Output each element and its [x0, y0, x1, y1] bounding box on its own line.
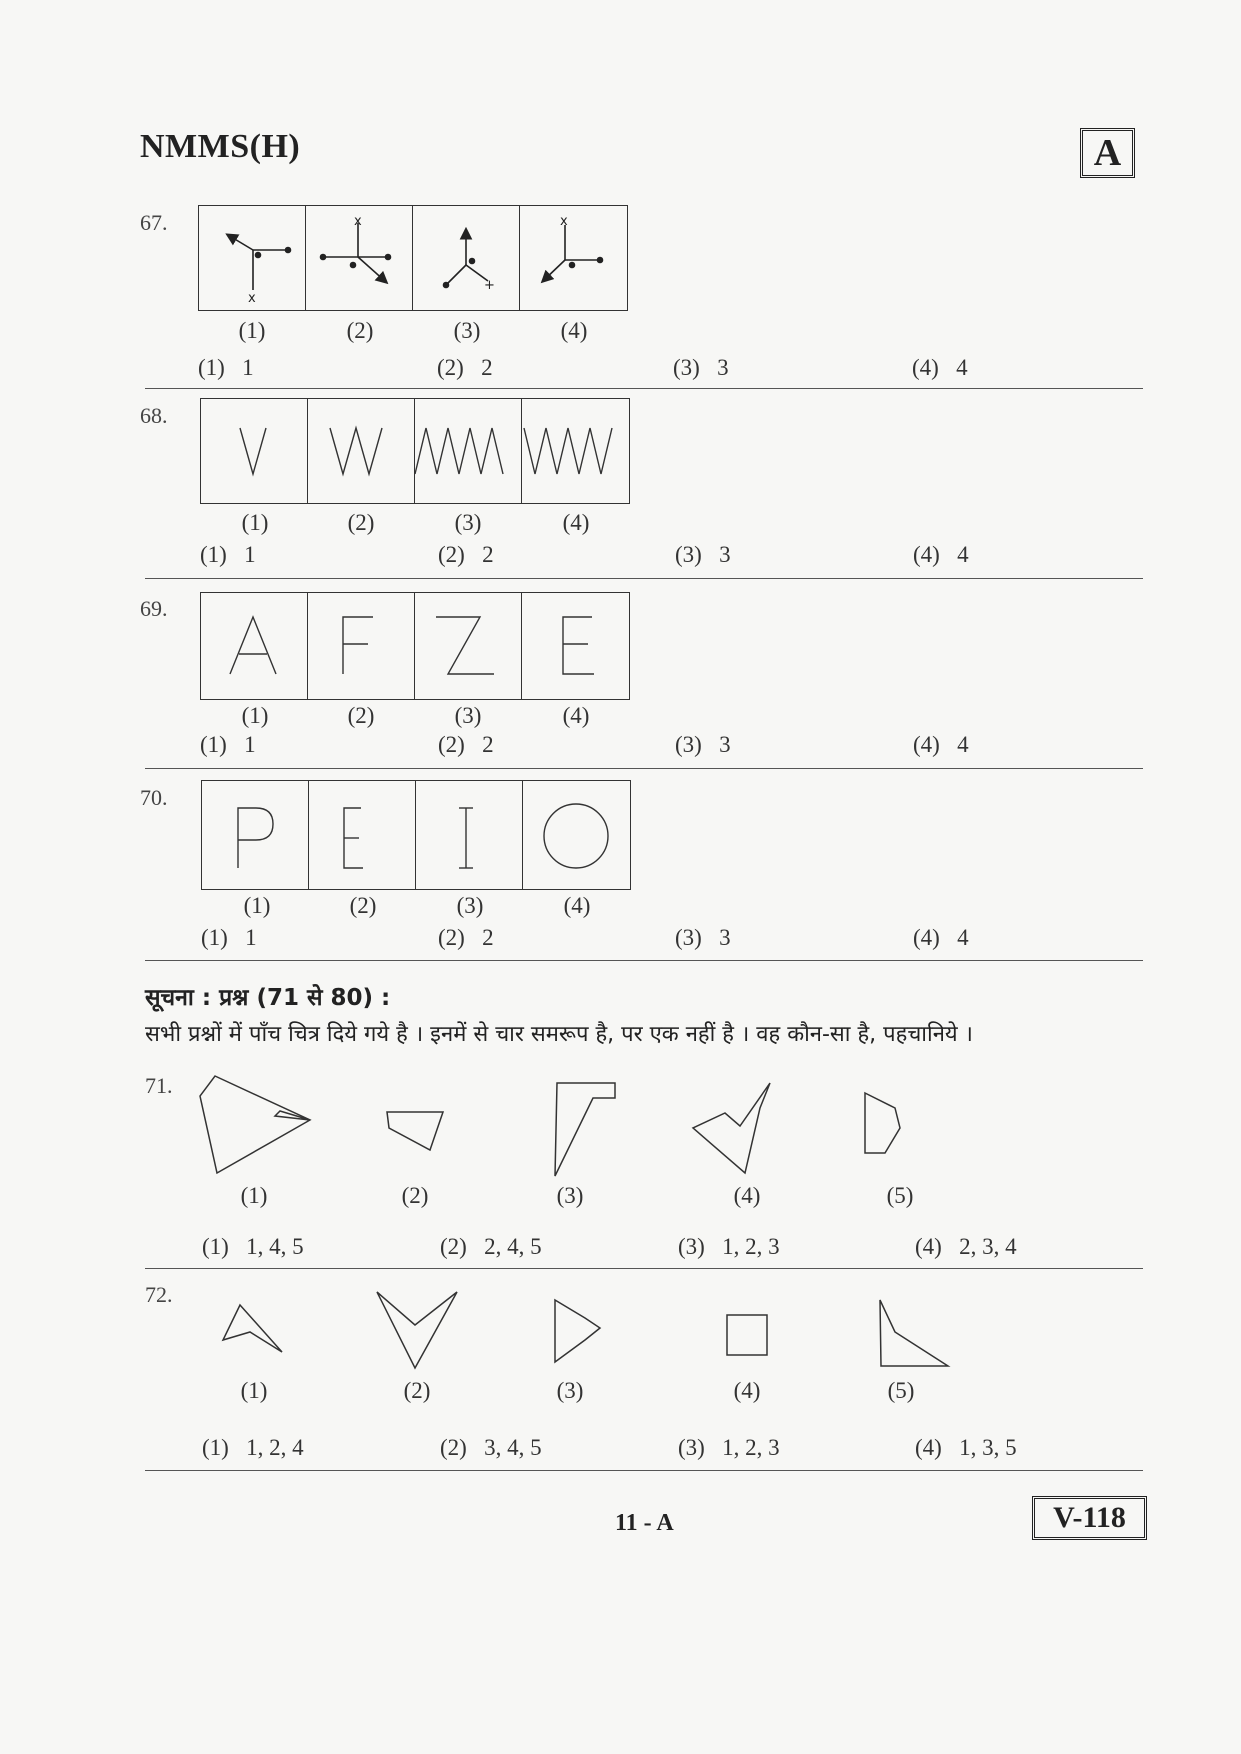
option-key: (4) — [913, 732, 940, 757]
svg-text:x: x — [560, 214, 568, 229]
answer-option[interactable] — [201, 925, 257, 951]
answer-option[interactable] — [678, 1234, 780, 1260]
option-key: (2) — [440, 1234, 467, 1259]
option-value: 4 — [956, 355, 968, 380]
option-key: (3) — [678, 1435, 705, 1460]
option-key: (1) — [202, 1435, 229, 1460]
option-key: (1) — [200, 542, 227, 567]
figure-label: (2) — [346, 318, 374, 343]
figure-label: (5) — [887, 1378, 915, 1403]
figure-label: (1) — [240, 1183, 268, 1208]
option-value: 4 — [957, 732, 969, 757]
svg-text:+: + — [484, 278, 495, 293]
q68-figures — [200, 398, 630, 504]
question-number: 68. — [140, 403, 168, 428]
page-number: 11 - A — [615, 1510, 674, 1536]
option-value: 4 — [957, 542, 969, 567]
option-value: 2, 3, 4 — [959, 1234, 1017, 1259]
figure-label: (4) — [563, 893, 591, 918]
answer-option[interactable] — [675, 925, 731, 951]
figure-label: (3) — [454, 703, 482, 728]
question-number: 71. — [145, 1073, 173, 1098]
instruction-title: सूचना : प्रश्न (71 से 80) : — [145, 985, 391, 1011]
answer-option[interactable] — [202, 1234, 304, 1260]
figure-label: (3) — [556, 1183, 584, 1208]
option-value: 3, 4, 5 — [484, 1435, 542, 1460]
option-key: (2) — [438, 542, 465, 567]
divider — [145, 768, 1143, 769]
option-key: (1) — [201, 925, 228, 950]
option-value: 4 — [957, 925, 969, 950]
divider — [145, 578, 1143, 579]
svg-text:x: x — [354, 214, 362, 229]
option-key: (4) — [912, 355, 939, 380]
option-key: (2) — [438, 925, 465, 950]
option-value: 2 — [482, 542, 494, 567]
answer-option[interactable] — [438, 542, 494, 568]
option-value: 1, 2, 4 — [246, 1435, 304, 1460]
option-value: 3 — [717, 355, 729, 380]
answer-option[interactable] — [200, 542, 256, 568]
option-key: (1) — [198, 355, 225, 380]
answer-option[interactable] — [440, 1234, 542, 1260]
option-key: (2) — [440, 1435, 467, 1460]
figure-label: (4) — [562, 703, 590, 728]
option-value: 1, 3, 5 — [959, 1435, 1017, 1460]
option-value: 2, 4, 5 — [484, 1234, 542, 1259]
instruction-text: सभी प्रश्नों में पाँच चित्र दिये गये है । इनमें से चार समरूप है, पर एक नहीं है । वह कौन-सा है, पहचानिये । — [145, 1022, 974, 1047]
option-value: 1 — [245, 925, 257, 950]
figure-label: (2) — [403, 1378, 431, 1403]
option-key: (3) — [675, 732, 702, 757]
figure-label: (4) — [733, 1378, 761, 1403]
option-key: (2) — [438, 732, 465, 757]
booklet-code-box: V-118 — [1032, 1496, 1147, 1540]
figure-label: (3) — [556, 1378, 584, 1403]
option-value: 3 — [719, 925, 731, 950]
option-key: (4) — [915, 1435, 942, 1460]
figure-label: (2) — [347, 703, 375, 728]
question-number: 70. — [140, 785, 168, 810]
figure-label: (3) — [456, 893, 484, 918]
figure-label: (3) — [453, 318, 481, 343]
answer-option[interactable] — [913, 542, 969, 568]
option-value: 1, 2, 3 — [722, 1234, 780, 1259]
answer-option[interactable] — [912, 355, 968, 381]
divider — [145, 388, 1143, 389]
option-key: (3) — [675, 542, 702, 567]
answer-option[interactable] — [438, 732, 494, 758]
q70-figures — [201, 780, 631, 890]
figure-label: (1) — [241, 703, 269, 728]
option-key: (3) — [675, 925, 702, 950]
option-value: 1, 4, 5 — [246, 1234, 304, 1259]
figure-label: (2) — [401, 1183, 429, 1208]
answer-option[interactable] — [438, 925, 494, 951]
answer-option[interactable] — [675, 542, 731, 568]
q69-figures — [200, 592, 630, 700]
option-key: (3) — [678, 1234, 705, 1259]
question-number: 69. — [140, 596, 168, 621]
answer-option[interactable] — [678, 1435, 780, 1461]
answer-option[interactable] — [202, 1435, 304, 1461]
answer-option[interactable] — [200, 732, 256, 758]
figure-label: (4) — [733, 1183, 761, 1208]
option-value: 1 — [244, 732, 256, 757]
option-key: (4) — [915, 1234, 942, 1259]
option-value: 2 — [481, 355, 493, 380]
q67-figures — [198, 205, 628, 311]
set-code-box: A — [1080, 128, 1135, 178]
answer-option[interactable] — [913, 732, 969, 758]
header-title: NMMS(H) — [140, 128, 301, 165]
figure-label: (4) — [560, 318, 588, 343]
question-number: 72. — [145, 1282, 173, 1307]
divider — [145, 1268, 1143, 1269]
answer-option[interactable] — [915, 1234, 1017, 1260]
option-value: 3 — [719, 542, 731, 567]
option-key: (4) — [913, 925, 940, 950]
q72-figures — [145, 1280, 1145, 1400]
divider — [145, 1470, 1143, 1471]
answer-option[interactable] — [915, 1435, 1017, 1461]
figure-label: (1) — [241, 510, 269, 535]
question-number: 67. — [140, 210, 168, 235]
figure-label: (2) — [349, 893, 377, 918]
divider — [145, 960, 1143, 961]
figure-label: (3) — [454, 510, 482, 535]
option-key: (3) — [673, 355, 700, 380]
answer-option[interactable] — [440, 1435, 542, 1461]
option-key: (1) — [200, 732, 227, 757]
option-value: 1, 2, 3 — [722, 1435, 780, 1460]
figure-label: (2) — [347, 510, 375, 535]
option-key: (1) — [202, 1234, 229, 1259]
figure-label: (1) — [238, 318, 266, 343]
answer-option[interactable] — [437, 355, 493, 381]
option-value: 2 — [482, 732, 494, 757]
option-key: (2) — [437, 355, 464, 380]
option-value: 3 — [719, 732, 731, 757]
figure-label: (1) — [240, 1378, 268, 1403]
figure-label: (5) — [886, 1183, 914, 1208]
answer-option[interactable] — [673, 355, 729, 381]
figure-label: (1) — [243, 893, 271, 918]
option-value: 2 — [482, 925, 494, 950]
figure-label: (4) — [562, 510, 590, 535]
answer-option[interactable] — [675, 732, 731, 758]
q71-figures — [145, 1068, 1145, 1198]
option-key: (4) — [913, 542, 940, 567]
answer-option[interactable] — [913, 925, 969, 951]
option-value: 1 — [244, 542, 256, 567]
option-value: 1 — [242, 355, 254, 380]
svg-text:x: x — [248, 291, 256, 306]
answer-option[interactable] — [198, 355, 254, 381]
